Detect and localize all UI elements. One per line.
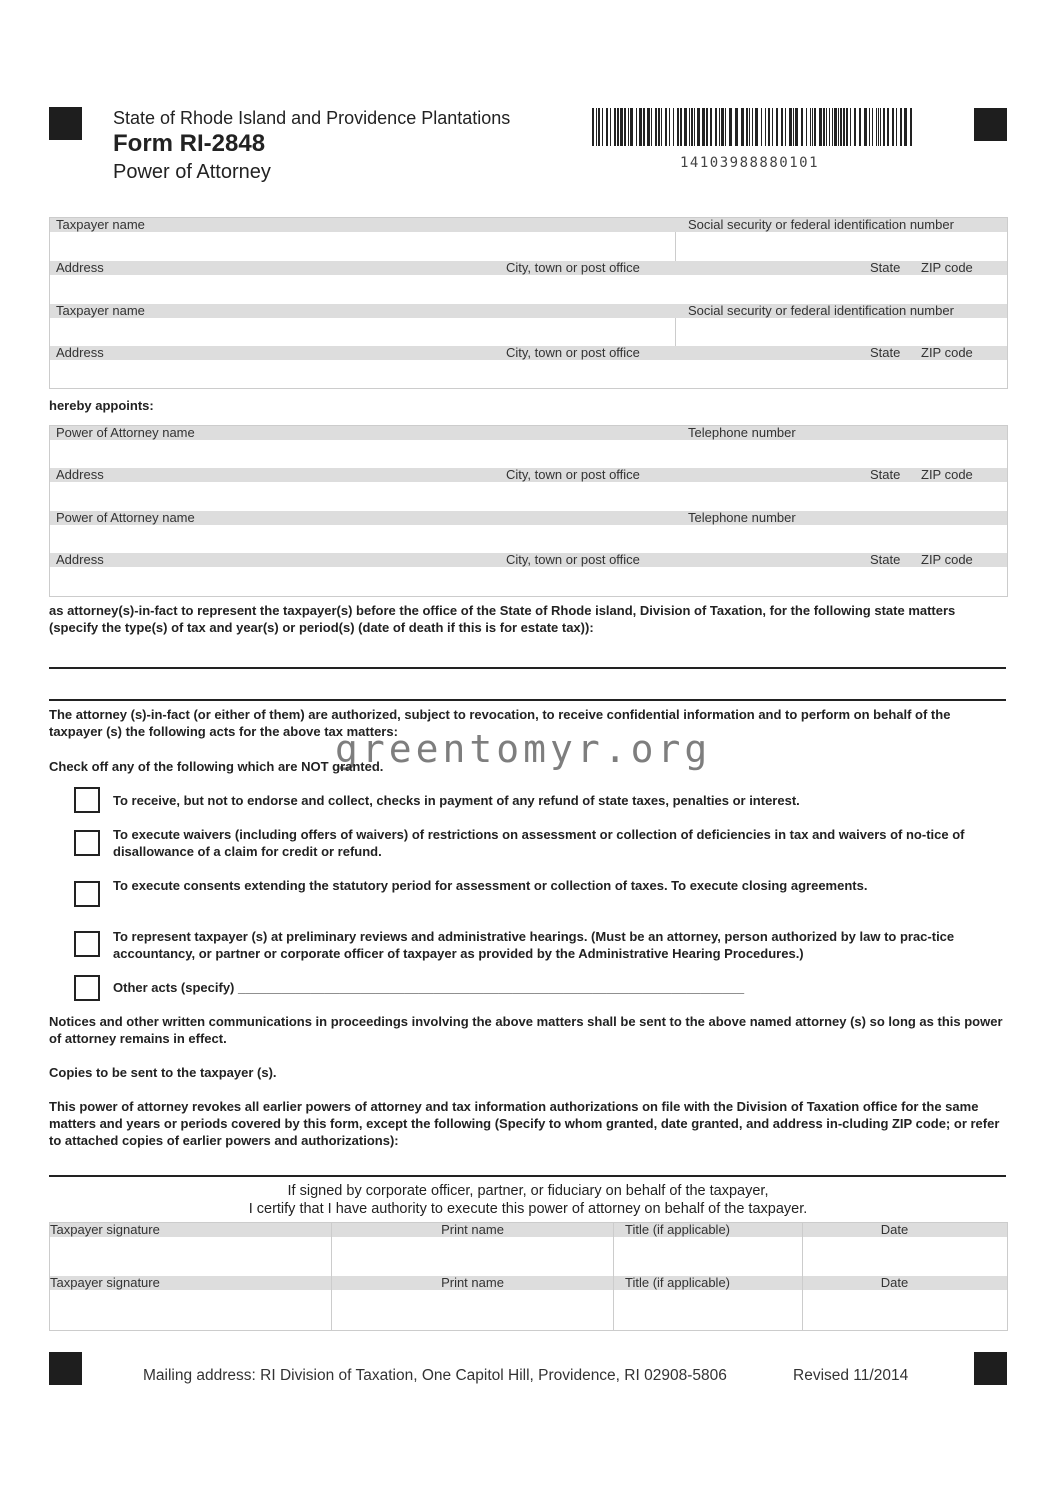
barcode-bar (719, 108, 720, 146)
state-label-2: State (870, 345, 901, 360)
poa-name-label-1: Power of Attorney name (56, 425, 195, 440)
barcode-bar (826, 108, 827, 146)
zip-label-1: ZIP code (921, 260, 973, 275)
city-label-1: City, town or post office (506, 260, 640, 275)
barcode-bar (823, 108, 825, 146)
barcode-bar (684, 108, 687, 146)
barcode-bar (614, 108, 616, 146)
barcode-bar (661, 108, 662, 146)
watermark: greentomyr.org (335, 727, 712, 771)
barcode-bar (729, 108, 732, 146)
form-number: Form RI-2848 (113, 130, 266, 157)
barcode-bar (834, 108, 837, 146)
print-name-label-1: Print name (441, 1222, 504, 1237)
address-field-2[interactable] (50, 360, 1006, 387)
barcode-bar (812, 108, 813, 146)
matters-text: as attorney(s)-in-fact to represent the taxpayer(s) before the office of the State of Rhode island, Division of Taxation, for the following state matters (specify the type(s) of tax and year(s) or period(s) (date of death if this is for estate tax)): (49, 603, 956, 635)
signature-section (49, 1222, 1008, 1331)
option-represent: To represent taxpayer (s) at preliminary reviews and administrative hearings. (Must be an attorney, person authorized by law to prac-tice accountancy, or partner or corporate officer of taxpayer as provided by the Administrative Hearing Procedures.) (113, 929, 955, 961)
phone-label-1: Telephone number (688, 425, 796, 440)
barcode-bar (878, 108, 879, 146)
authorized-text: The attorney (s)-in-fact (or either of them) are authorized, subject to revocation, to receive confidential information and to perform on behalf of the taxpayer (s) the following acts for the above tax matters: (49, 707, 951, 739)
barcode-bar (647, 108, 650, 146)
signature-label-1: Taxpayer signature (50, 1222, 160, 1237)
barcode-bar (752, 108, 753, 146)
poa-address-field-2[interactable] (50, 567, 1006, 595)
barcode-bar (900, 108, 902, 146)
barcode-bar (651, 108, 652, 146)
taxpayer-name-field-2[interactable] (50, 318, 675, 346)
title-field-1[interactable] (614, 1237, 802, 1275)
address-label-2: Address (56, 345, 104, 360)
barcode-number: 14103988880101 (680, 155, 820, 171)
barcode-bar (725, 108, 726, 146)
barcode-bar (677, 108, 679, 146)
revised-date: Revised 11/2014 (793, 1367, 909, 1384)
revokes-text: This power of attorney revokes all earlier powers of attorney and tax information authorizations on file with the Division of Taxation office for the same matters and years or periods covered by this form, except the following (Specify to whom granted, date granted, and address in-cluding ZIP code; or refer to attached copies of earlier powers and authorizations): (49, 1099, 1000, 1148)
poa-address-label-1: Address (56, 467, 104, 482)
mailing-address: Mailing address: RI Division of Taxation, One Capitol Hill, Providence, RI 02908-5806 (143, 1367, 727, 1384)
barcode-bar (746, 108, 748, 146)
address-label-1: Address (56, 260, 104, 275)
state-line: State of Rhode Island and Providence Plantations (113, 108, 511, 128)
barcode-bar (814, 108, 816, 146)
barcode-bar (691, 108, 693, 146)
barcode-bar (697, 108, 700, 146)
barcode-bar (598, 108, 600, 146)
barcode-bar (795, 108, 798, 146)
barcode-bar (793, 108, 794, 146)
barcode-bar (669, 108, 670, 146)
taxpayer-name-label-1: Taxpayer name (56, 217, 145, 232)
barcode-bar (765, 108, 766, 146)
barcode-bar (636, 108, 637, 146)
signature-label-2: Taxpayer signature (50, 1275, 160, 1290)
check-off-text: Check off any of the following which are NOT granted. (49, 759, 384, 774)
print-name-label-2: Print name (441, 1275, 504, 1290)
poa-zip-label-1: ZIP code (921, 467, 973, 482)
barcode-bar (665, 108, 667, 146)
zip-label-2: ZIP code (921, 345, 973, 360)
barcode-bar (880, 108, 881, 146)
barcode-bar (838, 108, 839, 146)
title-label-1: Title (if applicable) (625, 1222, 731, 1237)
barcode-bar (610, 108, 611, 146)
option-refund-checks: To receive, but not to endorse and collect, checks in payment of any refund of state taxes, penalties or interest. (113, 793, 800, 808)
taxpayer-name-label-2: Taxpayer name (56, 303, 145, 318)
print-name-field-1[interactable] (332, 1237, 613, 1275)
barcode-bar (896, 108, 897, 146)
ssn-field-1[interactable] (676, 232, 1006, 260)
date-label-2: Date (880, 1275, 909, 1290)
poa-address-label-2: Address (56, 552, 104, 567)
ssn-label-2: Social security or federal identification number (688, 303, 954, 318)
barcode-bar (721, 108, 724, 146)
barcode-bar (710, 108, 712, 146)
barcode-bar (910, 108, 912, 146)
ssn-field-2[interactable] (676, 318, 1006, 346)
notices-text: Notices and other written communications in proceedings involving the above matters shall be sent to the above named attorney (s) so long as this power of attorney remains in effect. (49, 1014, 1003, 1046)
barcode-bar (706, 108, 708, 146)
barcode-bar (850, 108, 851, 146)
barcode-bar (887, 108, 889, 146)
barcode-bar (639, 108, 642, 146)
barcode-bar (630, 108, 633, 146)
barcode-bar (673, 108, 674, 146)
option-other-acts: Other acts (specify) ______________________________________________________________________ (113, 980, 745, 995)
poa-state-label-1: State (870, 467, 901, 482)
certify-line-1: If signed by corporate officer, partner, or fiduciary on behalf of the taxpayer, (287, 1183, 769, 1199)
barcode-bar (832, 108, 833, 146)
barcode-bar (689, 108, 690, 146)
matters-line-1[interactable] (49, 667, 1006, 669)
barcode-bar (694, 108, 695, 146)
poa-name-label-2: Power of Attorney name (56, 510, 195, 525)
poa-name-field-2[interactable] (50, 525, 675, 553)
barcode-bar (789, 108, 792, 146)
title-label-2: Title (if applicable) (625, 1275, 731, 1290)
barcode-bar (869, 108, 870, 146)
registration-mark-top-right (974, 108, 1007, 141)
checkbox-consents[interactable] (74, 881, 100, 907)
barcode-bar (755, 108, 758, 146)
taxpayer-section (49, 217, 1008, 389)
poa-state-label-2: State (870, 552, 901, 567)
registration-mark-top-left (49, 107, 82, 140)
signature-field-2[interactable] (50, 1290, 331, 1329)
barcode-bar (810, 108, 811, 146)
attorney-section (49, 425, 1008, 597)
date-field-1[interactable] (803, 1237, 1006, 1275)
revokes-line[interactable] (49, 1175, 1006, 1177)
phone-field-1[interactable] (676, 440, 1006, 468)
barcode-bar (768, 108, 770, 146)
barcode-bar (658, 108, 660, 146)
barcode-bar (781, 108, 783, 146)
form-title: Power of Attorney (113, 161, 271, 183)
copies-text: Copies to be sent to the taxpayer (s). (49, 1065, 277, 1080)
barcode-bar (829, 108, 830, 146)
option-waivers: To execute waivers (including offers of waivers) of restrictions on assessment or collection of deficiencies in tax and waivers of no-tice of disallowance of a claim for credit or refund. (113, 827, 965, 859)
poa-name-field-1[interactable] (50, 440, 675, 468)
ssn-label-1: Social security or federal identification number (688, 217, 954, 232)
barcode-bar (904, 108, 907, 146)
barcode-bar (680, 108, 682, 146)
barcode-bar (735, 108, 738, 146)
title-field-2[interactable] (614, 1290, 802, 1329)
barcode-bar (801, 108, 803, 146)
checkbox-waivers[interactable] (74, 830, 100, 856)
phone-label-2: Telephone number (688, 510, 796, 525)
phone-field-2[interactable] (676, 525, 1006, 553)
print-name-field-2[interactable] (332, 1290, 613, 1329)
poa-city-label-2: City, town or post office (506, 552, 640, 567)
appoints-text: hereby appoints: (49, 398, 154, 413)
matters-line-2[interactable] (49, 699, 1006, 701)
barcode-bar (643, 108, 645, 146)
checkbox-represent[interactable] (74, 931, 100, 957)
barcode-bar (606, 108, 608, 146)
barcode-bar (819, 108, 822, 146)
barcode-bar (761, 108, 762, 146)
barcode-bar (624, 108, 626, 146)
barcode-bar (655, 108, 657, 146)
barcode-bar (592, 108, 594, 146)
barcode-bar (854, 108, 856, 146)
barcode-bar (876, 108, 877, 146)
poa-address-field-1[interactable] (50, 482, 1006, 510)
barcode-bar (892, 108, 894, 146)
barcode-bar (772, 108, 773, 146)
poa-city-label-1: City, town or post office (506, 467, 640, 482)
poa-zip-label-2: ZIP code (921, 552, 973, 567)
barcode-bar (776, 108, 778, 146)
barcode-bar (785, 108, 786, 146)
barcode-bar (859, 108, 861, 146)
registration-mark-bottom-left (49, 1352, 82, 1385)
barcode-bar (602, 108, 603, 146)
option-consents: To execute consents extending the statutory period for assessment or collection of taxes. To execute closing agreements. (113, 878, 868, 893)
barcode-bar (741, 108, 744, 146)
barcode-bar (620, 108, 623, 146)
barcode-bar (596, 108, 597, 146)
certify-line-2: I certify that I have authority to execute this power of attorney on behalf of the taxpayer. (248, 1201, 808, 1217)
barcode-bar (872, 108, 873, 146)
state-label-1: State (870, 260, 901, 275)
date-field-2[interactable] (803, 1290, 1006, 1329)
barcode-bar (715, 108, 717, 146)
checkbox-other-acts[interactable] (74, 975, 100, 1001)
barcode-bar (846, 108, 848, 146)
barcode-bar (883, 108, 885, 146)
barcode-bar (843, 108, 845, 146)
taxpayer-name-field-1[interactable] (50, 232, 675, 260)
barcode (592, 108, 918, 146)
date-label-1: Date (880, 1222, 909, 1237)
city-label-2: City, town or post office (506, 345, 640, 360)
signature-field-1[interactable] (50, 1237, 331, 1275)
barcode-bar (864, 108, 867, 146)
address-field-1[interactable] (50, 275, 1006, 303)
barcode-bar (840, 108, 842, 146)
barcode-bar (749, 108, 750, 146)
barcode-bar (806, 108, 807, 146)
registration-mark-bottom-right (974, 1352, 1007, 1385)
checkbox-refund-checks[interactable] (74, 787, 100, 813)
barcode-bar (702, 108, 705, 146)
barcode-bar (628, 108, 629, 146)
barcode-bar (617, 108, 619, 146)
